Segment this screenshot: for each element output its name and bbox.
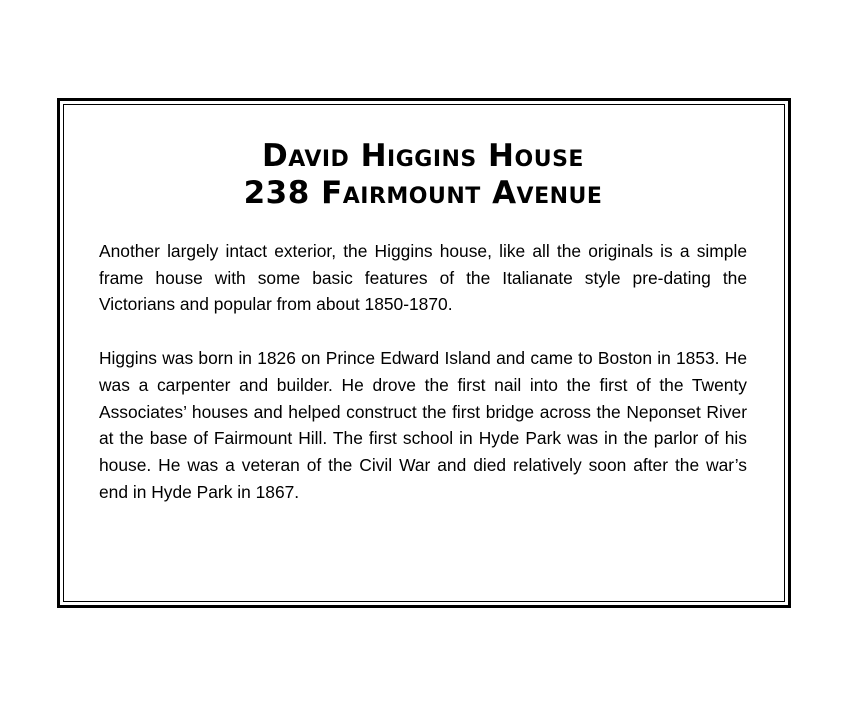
title-address: 238 Fairmount Avenue	[243, 175, 603, 211]
paragraph-description: Another largely intact exterior, the Higgins house, like all the originals is a simple frame house with some basic features of the Italianate style pre-dating the Victorians and popular from about 1850-1870.	[99, 241, 747, 315]
sign-content	[99, 138, 747, 505]
sign-title	[99, 138, 747, 212]
title-house-name: David Higgins House	[262, 138, 584, 174]
paragraph-biography: Higgins was born in 1826 on Prince Edward Island and came to Boston in 1853. He was a carpenter and builder. He drove the first nail into the first of the Twenty Associates’ houses and helped construct the first bridge across the Neponset River at the base of Fairmount Hill. The first school in Hyde Park was in the parlor of his house. He was a veteran of the Civil War and died relatively soon after the war’s end in Hyde Park in 1867.	[99, 348, 747, 502]
